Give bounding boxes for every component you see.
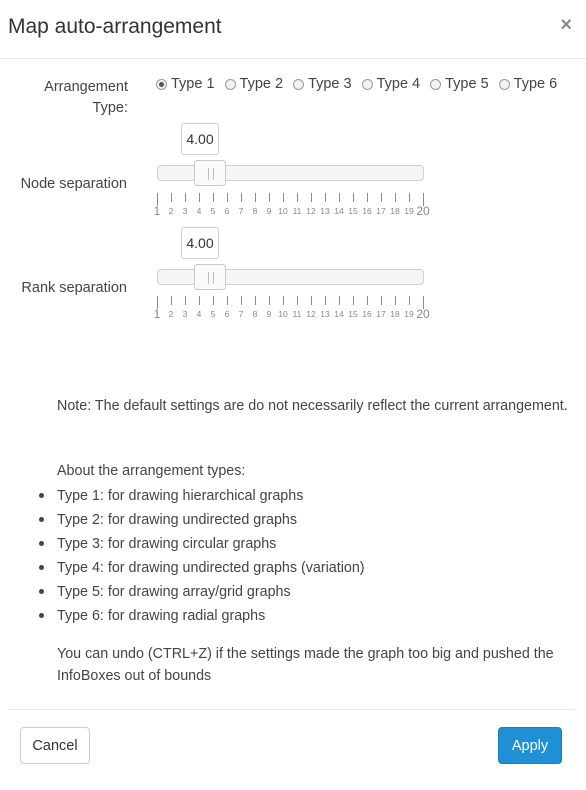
radio-dot[interactable] xyxy=(293,79,304,90)
radio-type-5[interactable] xyxy=(430,76,489,92)
slider-tick xyxy=(297,193,298,202)
radio-dot[interactable] xyxy=(362,79,373,90)
list-item: Type 5: for drawing array/grid graphs xyxy=(34,581,365,605)
slider-tick xyxy=(395,296,396,305)
slider-tick-label: 13 xyxy=(320,206,330,216)
grip-icon xyxy=(208,272,214,284)
grip-icon xyxy=(208,168,214,180)
slider-tick-label: 9 xyxy=(266,206,272,216)
slider-tick-label: 6 xyxy=(224,206,230,216)
dialog-header xyxy=(0,0,586,59)
slider-tick xyxy=(283,193,284,202)
slider-tick-label: 14 xyxy=(334,309,344,319)
radio-label: Type 6 xyxy=(513,76,558,92)
slider-tick xyxy=(213,296,214,305)
radio-type-1[interactable] xyxy=(156,76,215,92)
slider-tick xyxy=(269,193,270,202)
slider-tick-label: 2 xyxy=(168,309,174,319)
slider-tick xyxy=(311,296,312,305)
slider-tick xyxy=(381,296,382,305)
slider-tick-label: 9 xyxy=(266,309,272,319)
slider-tick-label: 16 xyxy=(362,206,372,216)
arrangement-types-list xyxy=(34,485,365,629)
slider-tick xyxy=(199,193,200,202)
slider-tick-label: 18 xyxy=(390,206,400,216)
slider-tick xyxy=(283,296,284,305)
radio-type-2[interactable] xyxy=(225,76,284,92)
slider-tick xyxy=(213,193,214,202)
list-item: Type 1: for drawing hierarchical graphs xyxy=(34,485,365,509)
slider-tick-label: 6 xyxy=(224,309,230,319)
close-icon[interactable]: × xyxy=(560,14,572,36)
slider-tick-label: 4 xyxy=(196,206,202,216)
slider-tick xyxy=(297,296,298,305)
footer-divider xyxy=(8,709,574,710)
rank-separation-slider-handle[interactable] xyxy=(194,264,226,290)
slider-tick xyxy=(339,193,340,202)
slider-tick xyxy=(227,296,228,305)
radio-label: Type 3 xyxy=(308,76,352,92)
slider-tick-label: 11 xyxy=(292,309,302,319)
slider-tick-label: 17 xyxy=(376,309,386,319)
radio-dot[interactable] xyxy=(225,79,236,90)
slider-tick xyxy=(185,296,186,305)
about-types-heading: About the arrangement types: xyxy=(57,463,246,479)
rank-separation-ticks xyxy=(153,296,430,321)
rank-separation-label: Rank separation xyxy=(21,280,127,296)
undo-note: You can undo (CTRL+Z) if the settings made the graph too big and pushed the InfoBoxes out of bounds xyxy=(57,646,554,684)
slider-tick xyxy=(353,193,354,202)
slider-tick-label: 7 xyxy=(238,309,244,319)
list-item: Type 3: for drawing circular graphs xyxy=(34,533,365,557)
cancel-button[interactable]: Cancel xyxy=(20,727,90,764)
slider-tick xyxy=(367,193,368,202)
slider-tick xyxy=(325,193,326,202)
radio-label: Type 5 xyxy=(445,76,489,92)
slider-tick-label: 17 xyxy=(376,206,386,216)
node-separation-value: 4.00 xyxy=(181,123,219,155)
list-item: Type 2: for drawing undirected graphs xyxy=(34,509,365,533)
slider-tick-label: 13 xyxy=(320,309,330,319)
radio-type-4[interactable] xyxy=(362,76,421,92)
slider-tick-label: 4 xyxy=(196,309,202,319)
node-separation-slider-handle[interactable] xyxy=(194,160,226,186)
slider-tick-label: 20 xyxy=(416,204,430,218)
radio-type-6[interactable] xyxy=(499,76,558,92)
arrangement-label-line1: Arrangement xyxy=(44,79,128,95)
slider-tick-label: 14 xyxy=(334,206,344,216)
slider-tick xyxy=(367,296,368,305)
slider-tick xyxy=(409,296,410,305)
slider-tick xyxy=(241,193,242,202)
slider-tick xyxy=(185,193,186,202)
slider-tick-label: 18 xyxy=(390,309,400,319)
slider-tick-label: 7 xyxy=(238,206,244,216)
slider-tick-label: 8 xyxy=(252,309,258,319)
slider-tick-label: 12 xyxy=(306,309,316,319)
radio-dot[interactable] xyxy=(499,79,510,90)
slider-tick-label: 5 xyxy=(210,206,216,216)
slider-tick-label: 1 xyxy=(153,307,161,321)
slider-tick xyxy=(395,193,396,202)
arrangement-label-line2: Type: xyxy=(92,100,128,116)
slider-tick xyxy=(311,193,312,202)
radio-label: Type 1 xyxy=(171,76,215,92)
slider-tick-label: 15 xyxy=(348,309,358,319)
slider-tick-label: 8 xyxy=(252,206,258,216)
slider-tick-label: 16 xyxy=(362,309,372,319)
slider-tick-label: 1 xyxy=(153,204,161,218)
slider-tick xyxy=(269,296,270,305)
radio-type-3[interactable] xyxy=(293,76,352,92)
apply-button[interactable]: Apply xyxy=(498,727,562,764)
rank-separation-value: 4.00 xyxy=(181,227,219,259)
slider-tick-label: 10 xyxy=(278,206,288,216)
slider-tick-label: 11 xyxy=(292,206,302,216)
radio-dot[interactable] xyxy=(430,79,441,90)
node-separation-ticks xyxy=(153,193,430,218)
slider-tick-label: 19 xyxy=(404,206,414,216)
slider-tick xyxy=(409,193,410,202)
list-item: Type 6: for drawing radial graphs xyxy=(34,605,365,629)
slider-tick xyxy=(171,296,172,305)
dialog-title: Map auto-arrangement xyxy=(8,15,222,38)
arrangement-type-radio-group xyxy=(156,76,557,92)
slider-tick-label: 3 xyxy=(182,206,188,216)
node-separation-label: Node separation xyxy=(20,176,127,192)
slider-tick xyxy=(227,193,228,202)
slider-tick xyxy=(339,296,340,305)
slider-tick-label: 2 xyxy=(168,206,174,216)
slider-tick xyxy=(241,296,242,305)
slider-tick xyxy=(381,193,382,202)
arrangement-type-label xyxy=(38,77,128,119)
slider-tick-label: 19 xyxy=(404,309,414,319)
slider-tick-label: 10 xyxy=(278,309,288,319)
slider-tick xyxy=(199,296,200,305)
slider-tick-label: 20 xyxy=(416,307,430,321)
slider-tick xyxy=(255,193,256,202)
default-settings-note: Note: The default settings are do not necessarily reflect the current arrangement. xyxy=(57,398,568,414)
radio-label: Type 2 xyxy=(239,76,284,92)
slider-tick xyxy=(255,296,256,305)
list-item: Type 4: for drawing undirected graphs (variation) xyxy=(34,557,365,581)
radio-dot[interactable] xyxy=(156,79,167,90)
slider-tick xyxy=(353,296,354,305)
slider-tick xyxy=(325,296,326,305)
slider-tick-label: 15 xyxy=(348,206,358,216)
slider-tick-label: 3 xyxy=(182,309,188,319)
radio-label: Type 4 xyxy=(376,76,421,92)
slider-tick xyxy=(171,193,172,202)
slider-tick-label: 12 xyxy=(306,206,316,216)
slider-tick-label: 5 xyxy=(210,309,216,319)
